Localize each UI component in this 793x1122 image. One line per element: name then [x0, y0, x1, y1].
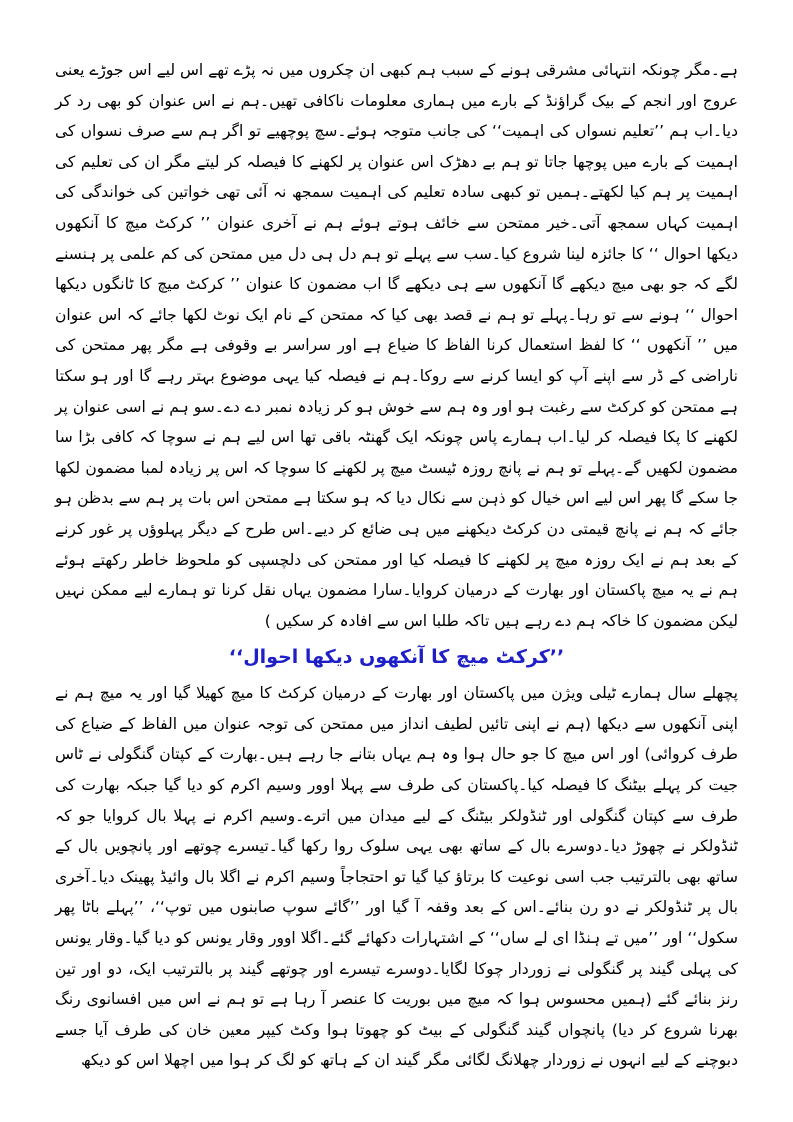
document-page: [55, 55, 738, 1076]
essay-paragraph: پچھلے سال ہمارے ٹیلی ویژن میں پاکستان اور بھارت کے درمیان کرکٹ کا میچ کھیلا گیا اور یہ میچ ہم نے اپنی آنکھوں سے دیکھا (ہم نے اپنی تائیں لطیف انداز میں ممتحن کی توجہ عنوان میں الفاظ کے ضیاع کی طرف کروائی) اور اس میچ کا جو حال ہوا وہ ہم یہاں بتانے جا رہے ہیں۔بھارت کے کپتان گنگولی نے ٹاس جیت کر پہلے بیٹنگ کا فیصلہ کیا۔پاکستان کی طرف سے پہلا اوور وسیم اکرم کو دیا گیا جبکہ بھارت کی طرف سے کپتان گنگولی اور ٹنڈولکر بیٹنگ کے لیے میدان میں اترے۔وسیم اکرم نے پہلا بال کروایا جو کہ ٹنڈولکر نے چھوڑ دیا۔دوسرے بال کے ساتھ بھی یہی سلوک روا رکھا گیا۔تیسرے چوتھے اور پانچویں بال کے ساتھ بھی بالترتیب جب اسی نوعیت کا برتاؤ کیا گیا تو احتجاجاً وسیم اکرم نے اگلا بال وائیڈ پھینک دیا۔آخری بال پر ٹنڈولکر نے دو رن بنائے۔اس کے بعد وقفہ آ گیا اور ’’گائے سوپ صابنوں میں توپ‘‘، ’’پہلے باٹا پھر سکول‘‘ اور ’’میں تے ہنڈا ای لے ساں‘‘ کے اشتہارات دکھائے گئے۔اگلا اوور وقار یونس کو دیا گیا۔وقار یونس کی پہلی گیند پر گنگولی نے زوردار چوکا لگایا۔دوسرے تیسرے اور چوتھے گیند پر بالترتیب ایک، دو اور تین رنز بنائے گئے (ہمیں محسوس ہوا کہ میچ میں بوریت کا عنصر آ رہا ہے تو ہم نے اس میں افسانوی رنگ بھرنا شروع کر دیا) پانچواں گیند گنگولی کے بیٹ کو چھوتا ہوا وکٹ کیپر معین خان کی طرف آیا جسے دبوچنے کے لیے انہوں نے زوردار چھلانگ لگائی مگر گیند ان کے ہاتھ کو لگ کر ہوا میں اچھلا اس کو دیکھ: [55, 684, 738, 1070]
intro-paragraph: ہے۔مگر چونکہ انتہائی مشرقی ہونے کے سبب ہم کبھی ان چکروں میں نہ پڑے تھے اس لیے اس جوڑے یعنی عروج اور انجم کے بیک گراؤنڈ کے بارے میں ہماری معلومات ناکافی تھیں۔ہم نے اس عنوان کو بھی رد کر دیا۔اب ہم ’’تعلیم نسواں کی اہمیت‘‘ کی جانب متوجہ ہوئے۔سچ پوچھیے تو اگر ہم سے صرف نسواں کی اہمیت کے بارے میں پوچھا جاتا تو ہم بے دھڑک اس عنوان پر لکھنے کا فیصلہ کر لیتے مگر ان کی تعلیم کی اہمیت پر ہم کیا لکھتے۔ہمیں تو کبھی سادہ تعلیم کی اہمیت سمجھ نہ آئی تھی خواتین کی خواندگی کی اہمیت کہاں سمجھ آتی۔خیر ممتحن سے خائف ہوتے ہوئے ہم نے آخری عنوان ’’ کرکٹ میچ کا آنکھوں دیکھا احوال ‘‘ کا جائزہ لینا شروع کیا۔سب سے پہلے تو ہم دل ہی دل میں ممتحن کی کم علمی پر ہنسنے لگے کہ جو بھی میچ دیکھے گا آنکھوں سے ہی دیکھے گا اب مضمون کا عنوان ’’ کرکٹ میچ کا ٹانگوں دیکھا احوال ‘‘ ہونے سے تو رہا۔پہلے تو ہم نے قصد بھی کیا کہ ممتحن کے نام ایک نوٹ لکھا جائے کہ اس عنوان میں ’’ آنکھوں ‘‘ کا لفظ استعمال کرنا الفاظ کا ضیاع ہے اور سراسر بے وقوفی ہے مگر پھر ممتحن کی ناراضی کے ڈر سے اپنے آپ کو ایسا کرنے سے روکا۔ہم نے فیصلہ کیا یہی موضوع بہتر رہے گا اور ہو سکتا ہے ممتحن کو کرکٹ سے رغبت ہو اور وہ ہم سے خوش ہو کر زیادہ نمبر دے دے۔سو ہم نے اسی عنوان پر لکھنے کا پکا فیصلہ کر لیا۔اب ہمارے پاس چونکہ ایک گھنٹہ باقی تھا اس لیے ہم نے سوچا کہ کافی بڑا سا مضمون لکھیں گے۔پہلے تو ہم نے پانچ روزہ ٹیسٹ میچ پر لکھنے کا سوچا کہ اس پر زیادہ لمبا مضمون لکھا جا سکے گا پھر اس لیے اس خیال کو ذہن سے نکال دیا کہ ہو سکتا ہے ممتحن اس بات پر ہم سے بدظن ہو جائے کہ ہم نے پانچ قیمتی دن کرکٹ دیکھنے میں ہی ضائع کر دیے۔اس طرح کے دیگر پہلوؤں پر غور کرنے کے بعد ہم نے ایک روزہ میچ پر لکھنے کا فیصلہ کیا اور ممتحن کی دلچسپی کو ملحوظ خاطر رکھتے ہوئے ہم نے یہ میچ پاکستان اور بھارت کے درمیان کروایا۔سارا مضمون یہاں نقل کرنا تو ہمارے لیے ممکن نہیں لیکن مضمون کا خاکہ ہم دے رہے ہیں تاکہ طلبا اس سے افادہ کر سکیں ): [55, 61, 738, 630]
essay-heading: ’’کرکٹ میچ کا آنکھوں دیکھا احوال‘‘: [228, 646, 565, 669]
